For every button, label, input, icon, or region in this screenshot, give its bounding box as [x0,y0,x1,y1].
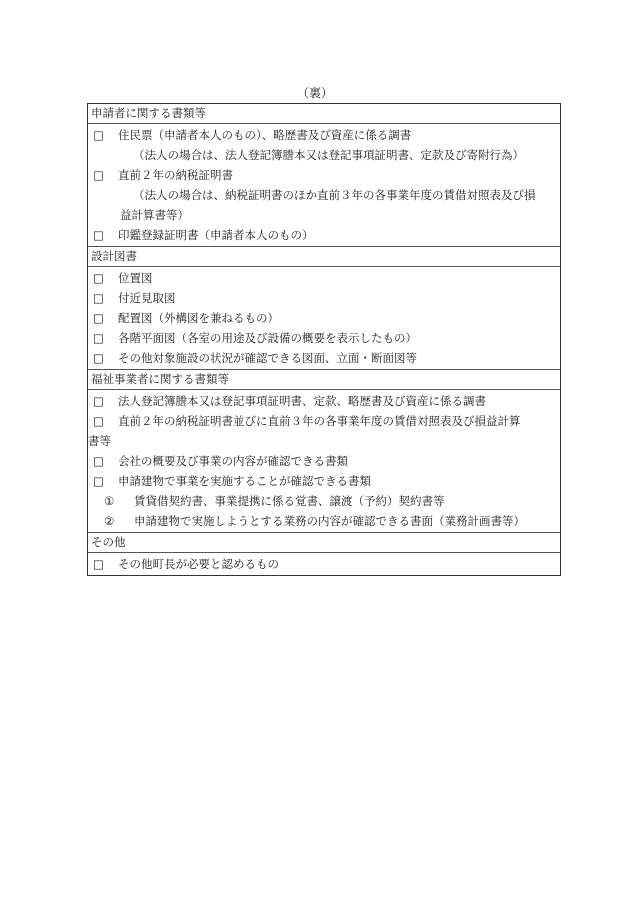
item-note: （法人の場合は、法人登記簿謄本又は登記事項証明書、定款及び寄附行為） [133,148,524,162]
item-text: 印鑑登録証明書（申請者本人のもの） [118,228,314,242]
item-text: 直前２年の納税証明書 [118,168,233,182]
checkbox-icon: □ [93,168,104,182]
checklist-item [88,308,560,328]
checklist-item [88,451,560,471]
item-text: 法人登記簿謄本又は登記事項証明書、定款、略歴書及び資産に係る調書 [118,394,486,408]
checkbox-icon: □ [93,351,104,365]
item-note: （法人の場合は、納税証明書のほか直前３年の各事業年度の賃借対照表及び損 [133,188,536,202]
item-note-continued: 益計算書等） [120,208,189,222]
section-welfare-operator-documents [88,369,560,532]
page-side-label: （裏） [296,86,333,100]
checklist-item [88,288,560,308]
section-other [88,532,560,575]
section-title: 申請者に関する書類等 [88,104,560,124]
item-text: 付近見取図 [118,291,176,305]
section-title: その他 [88,532,560,553]
checkbox-icon: □ [93,331,104,345]
checkbox-icon: □ [93,228,104,242]
subitem-text: 申請建物で実施しようとする業務の内容が確認できる書面（業務計画書等） [134,514,525,528]
checklist-item [88,554,560,574]
subitem-text: 賃貸借契約書、事業提携に係る覚書、譲渡（予約）契約書等 [134,494,445,508]
checkbox-icon: □ [93,291,104,305]
section-applicant-documents [88,104,560,246]
item-text: 配置図（外構図を兼ねるもの） [118,311,279,325]
checkbox-icon: □ [93,414,104,428]
subitem-number: ② [104,514,115,528]
checklist-item [88,348,560,368]
checklist-item [88,268,560,288]
checkbox-icon: □ [93,311,104,325]
checklist-item [88,125,560,145]
subitem-number: ① [104,494,115,508]
checklist-item [88,225,560,245]
item-text: 申請建物で事業を実施することが確認できる書類 [118,474,371,488]
checklist-item [88,165,560,185]
checklist-item [88,411,560,431]
checkbox-icon: □ [93,474,104,488]
item-text-continued: 書等 [88,434,111,448]
checkbox-icon: □ [93,557,104,571]
checkbox-icon: □ [93,454,104,468]
item-text: その他町長が必要と認めるもの [118,557,279,571]
document-checklist-table [87,103,561,576]
item-text: 住民票（申請者本人のもの）、略歴書及び資産に係る調書 [118,128,412,142]
numbered-subitem [88,511,560,531]
checklist-item [88,328,560,348]
item-text: その他対象施設の状況が確認できる図面、立面・断面図等 [118,351,417,365]
section-title: 設計図書 [88,246,560,267]
section-design-drawings [88,246,560,369]
checkbox-icon: □ [93,271,104,285]
checklist-item [88,391,560,411]
checklist-item [88,471,560,491]
section-title: 福祉事業者に関する書類等 [88,369,560,390]
item-text: 位置図 [118,271,153,285]
checkbox-icon: □ [93,394,104,408]
checkbox-icon: □ [93,128,104,142]
item-text: 直前２年の納税証明書並びに直前３年の各事業年度の賃借対照表及び損益計算 [118,414,521,428]
item-text: 各階平面図（各室の用途及び設備の概要を表示したもの） [118,331,417,345]
item-text: 会社の概要及び事業の内容が確認できる書類 [118,454,348,468]
numbered-subitem [88,491,560,511]
